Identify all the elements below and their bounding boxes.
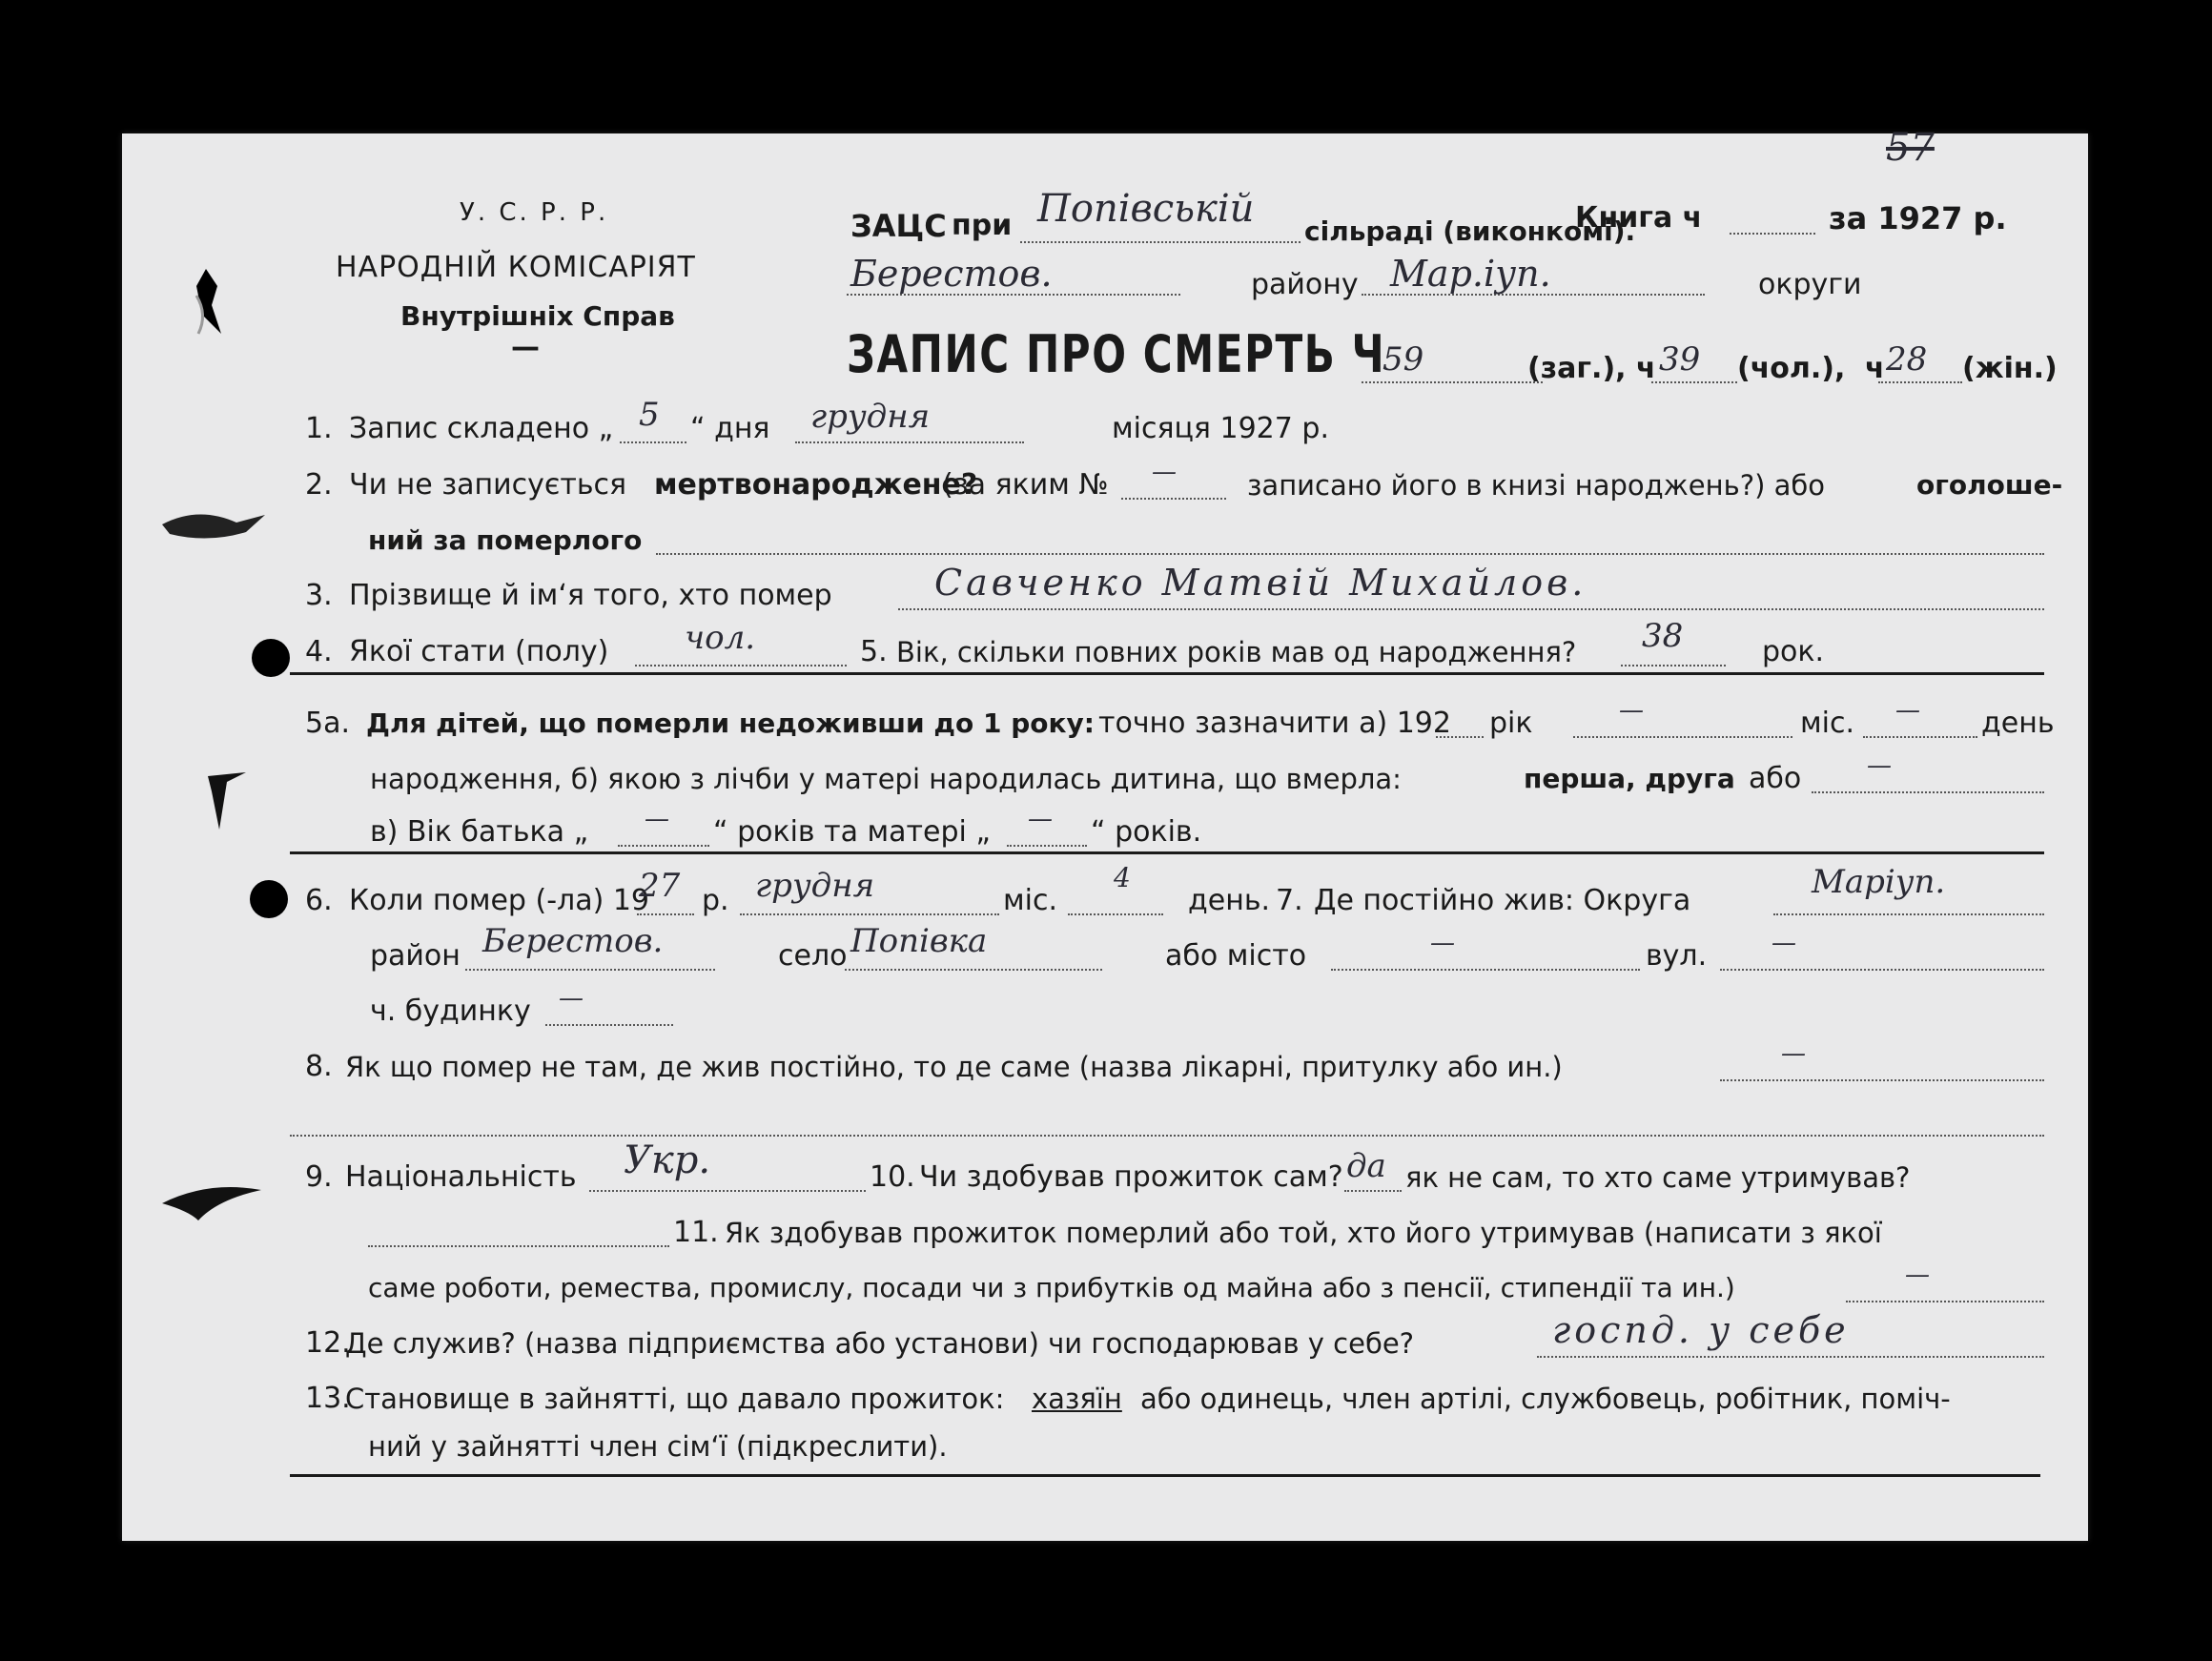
item13-label-c: ний у зайнятті член сім‘ї (підкреслити). [368,1430,948,1463]
punch-hole [252,639,290,677]
item5a-year-line [1436,736,1484,738]
item2-number-line [1121,498,1226,500]
item6-m-label: міс. [1003,884,1057,917]
item5a-mother-value: — [1028,805,1053,833]
item7-num: 7. [1276,884,1303,917]
item4-value: чол. [685,619,756,657]
item2-bold-c: ний за померлого [368,524,643,556]
female-number-line [1878,381,1962,383]
book-number-line [1730,233,1815,235]
page-number: 57 [1886,126,1935,170]
item5-num: 5. [860,635,888,668]
item5a-text-c3: “ років. [1091,815,1202,849]
item6-r-label: р. [702,884,729,917]
item5a-day-line [1863,736,1977,738]
item1-month-line [795,441,1024,443]
item7-city-label: або місто [1165,939,1307,973]
item10-text: як не сам, то хто саме утримував? [1405,1161,1911,1194]
item7-okrug-value: Маріуп. [1812,863,1946,901]
section-rule [290,851,2044,854]
item5a-month-value: — [1895,696,1920,725]
item1-num: 1. [305,412,333,445]
death-record-card [122,126,2088,1541]
total-label: (заг.), [1527,352,1627,385]
item7-house-label: ч. будинку [370,995,531,1028]
item1-suffix: місяця 1927 р. [1112,412,1329,445]
female-label: (жін.) [1962,352,2058,385]
item2-text-c: записано його в книзі народжень?) або [1247,469,1826,502]
item7-raion-value: Берестов. [482,922,664,960]
item7-selo-value: Попівка [850,922,988,960]
item1-month-value: грудня [810,398,931,436]
item5a-mother-line [1007,845,1087,847]
male-label: (чол.), [1737,352,1846,385]
header-dash: — [511,331,540,364]
item11-line [1846,1301,2044,1302]
punch-hole [250,880,288,918]
item6-year-line [637,913,694,915]
item7-raion-label: район [370,939,461,973]
item7-street-line [1720,969,2044,971]
item8-line-2 [290,1135,2044,1137]
item8-num: 8. [305,1050,333,1083]
item11-pre-line [368,1245,669,1247]
item12-line [1537,1356,2044,1358]
item5a-b-value: — [1867,751,1892,780]
item2-num: 2. [305,468,333,502]
item5a-bold: Для дітей, що померли недоживши до 1 року: [366,707,1095,739]
item12-num: 12. [305,1326,351,1360]
item5a-text-a: точно зазначити а) 192 [1098,707,1451,740]
item4-label: Якої стати (полу) [349,635,609,668]
item5-value: 38 [1642,617,1684,655]
item5a-month-line [1573,736,1792,738]
item9-line [589,1190,866,1192]
item7-city-line [1331,969,1640,971]
section-rule [290,672,2044,675]
item5a-month-label: міс. [1800,707,1854,740]
item10-num: 10. [870,1160,915,1194]
item6-num: 6. [305,884,333,917]
item11-label-2: саме роботи, ремества, промислу, посади чи з прибутків од майна або з пенсії, стипендії та ин.) [368,1272,1735,1303]
item13-label: Становище в зайнятті, що давало прожиток: [345,1383,1005,1415]
item5a-bold-b: перша, друга [1524,763,1735,794]
year-label: за 1927 р. [1829,200,2007,236]
item10-label: Чи здобував прожиток сам? [919,1160,1343,1194]
tear-mark [198,772,256,839]
item12-label: Де служив? (назва підприємства або установи) чи господарював у себе? [345,1327,1415,1360]
item6-year-value: 27 [639,867,681,905]
item7-street-label: вул. [1646,939,1708,973]
item6-label-a: Коли помер (-ла) 19 [349,884,649,917]
district-label: району [1251,268,1359,301]
item5a-num: 5а. [305,707,351,740]
item5a-text-c2: “ років та матері „ [713,815,991,849]
item7-raion-line [465,969,715,971]
item5a-day-label: день [1981,707,2055,740]
item2-bold-b: оголоше- [1916,469,2063,501]
item5-label: Вік, скільки повних років мав од народження? [896,636,1577,668]
item7-selo-line [845,969,1102,971]
item1-day-line [620,441,686,443]
tear-mark [160,496,275,553]
item7-okrug-line [1773,913,2044,915]
item4-line [635,665,847,666]
item8-label: Як що помер не там, де жив постійно, то де саме (назва лікарні, притулку або ин.) [345,1051,1563,1083]
item3-line [898,608,2044,610]
council-name-value: Попівській [1037,187,1255,231]
male-number-value: 39 [1659,340,1701,379]
item5a-text-b: народження, б) якою з лічби у матері народилась дитина, що вмерла: [370,763,1402,795]
item6-day-line [1068,913,1163,915]
item2-number-value: — [1152,458,1177,486]
item7-selo-label: село [778,939,848,973]
item2-text-a: Чи не записується [349,468,627,502]
item10-line [1344,1190,1402,1192]
item7-house-value: — [559,984,584,1013]
item12-value: госпд. у себе [1552,1309,1850,1351]
item11-num: 11. [673,1216,719,1249]
item9-value: Укр. [624,1138,711,1182]
total-number-line [1362,381,1543,383]
item5-unit: рок. [1762,635,1825,668]
ch2-label: ч [1865,352,1885,385]
item2-deceased-line [656,553,2044,555]
item1-mid: “ дня [690,412,770,445]
item8-value: — [1781,1039,1806,1068]
okrug-value: Мар.іуп. [1390,253,1551,295]
district-value: Берестов. [850,253,1053,295]
item1-prefix: Запис складено „ [349,412,614,445]
pry-label: при [952,209,1013,242]
item5a-text-b2: або [1749,762,1802,795]
item8-line [1720,1079,2044,1081]
item1-day-value: 5 [639,396,660,434]
item10-value: да [1346,1147,1386,1185]
item7-city-value: — [1430,929,1455,957]
item7-house-line [545,1024,673,1026]
book-label: Книга ч [1575,201,1703,235]
okrug-label: округи [1758,268,1862,301]
item4-num: 4. [305,635,333,668]
item2-bold-a: мертвонароджене? [654,468,978,502]
record-title: ЗАПИС ПРО СМЕРТЬ Ч [847,324,1386,384]
council-label: сільраді (виконкомі). [1304,215,1636,247]
item11-label: Як здобував прожиток померлий або той, хто його утримував (написати з якої [725,1217,1882,1249]
tear-mark [160,1173,265,1230]
item5a-father-value: — [645,805,669,833]
female-number-value: 28 [1886,340,1928,379]
item5a-year-value: — [1619,696,1644,725]
item5-line [1621,665,1726,666]
item2-text-b: (за яким № [942,468,1109,502]
ministry-label: Внутрішніх Справ [400,300,675,332]
item11-value: — [1905,1261,1930,1289]
item5a-b-line [1812,791,2044,793]
item13-label-b: або одинець, член артілі, службовець, робітник, поміч- [1140,1383,1951,1415]
tear-mark [179,267,236,343]
total-number-value: 59 [1382,340,1424,379]
item7-street-value: — [1772,929,1796,957]
item5a-text-c: в) Вік батька „ [370,815,589,849]
item13-underlined: хазяїн [1032,1383,1122,1415]
item5a-year-label: рік [1489,707,1533,740]
ch1-label: ч [1636,352,1656,385]
item6-day-value: 4 [1114,862,1131,893]
item6-d-label: день. [1188,884,1271,917]
item5a-father-line [618,845,709,847]
item7-label: Де постійно жив: Округа [1314,884,1691,917]
item6-month-line [740,913,999,915]
item3-num: 3. [305,579,333,612]
item3-label: Прізвище й ім‘я того, хто помер [349,579,832,612]
republic-label: У. С. Р. Р. [460,198,609,227]
commissariat-label: НАРОДНІЙ КОМІСАРІЯТ [336,251,696,284]
council-line [1020,241,1301,243]
item13-num: 13. [305,1382,351,1415]
item9-label: Національність [345,1160,577,1194]
item9-num: 9. [305,1160,333,1194]
zags-label: ЗАЦС [850,208,947,244]
item3-value: Савченко Матвій Михайлов. [934,562,1587,604]
bottom-rule [290,1474,2040,1477]
item6-month-value: грудня [755,867,875,905]
male-number-line [1651,381,1737,383]
